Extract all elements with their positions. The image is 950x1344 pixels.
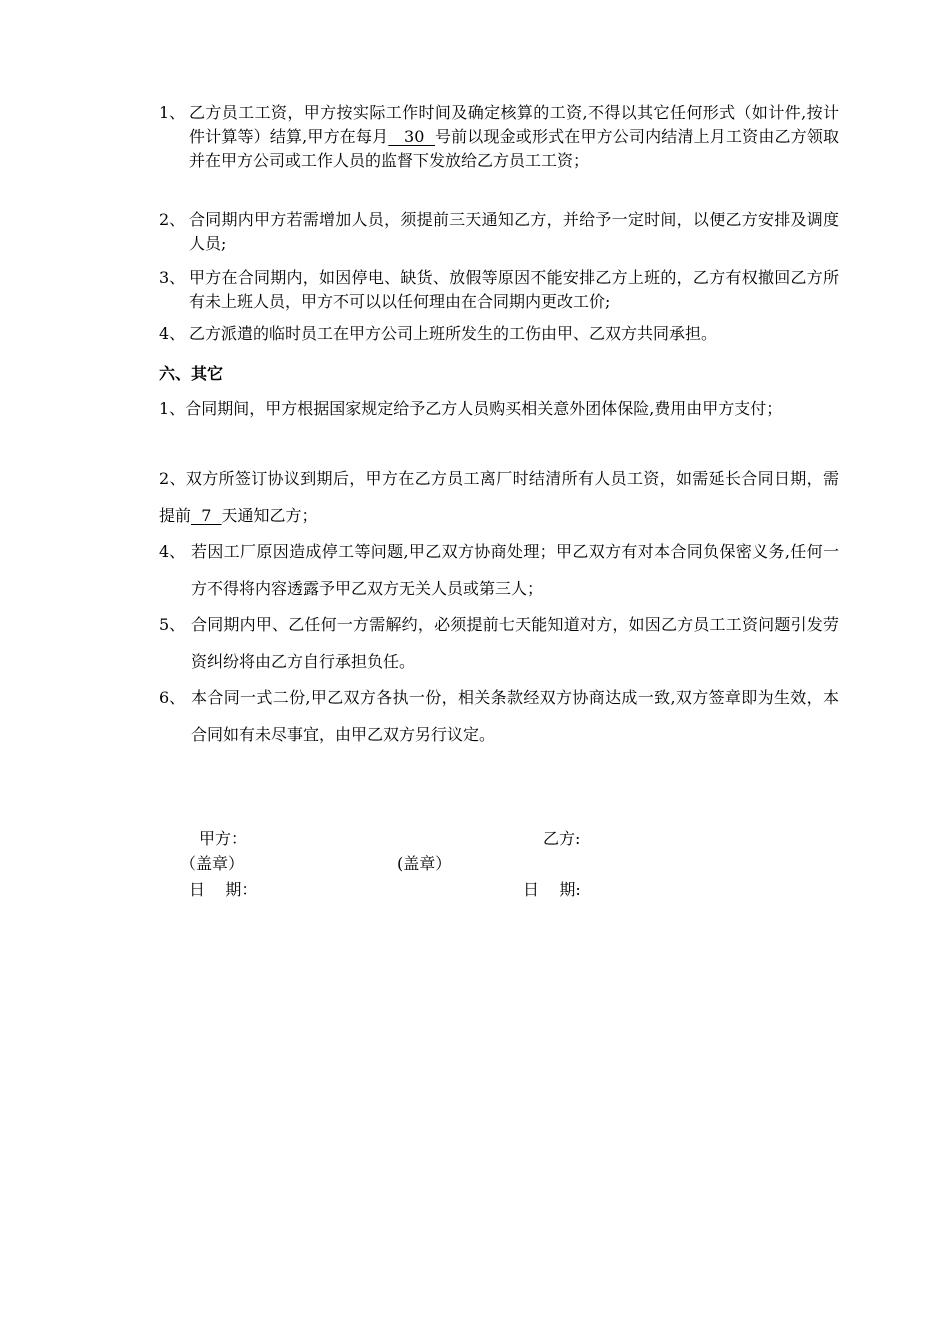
- clause-6-1: [159, 390, 839, 427]
- clause-6-2: [159, 460, 839, 534]
- clause-text: 若因工厂原因造成停工等问题,甲乙双方协商处理；甲乙双方有对本合同负保密义务,任何一方不得将内容透露予甲乙双方无关人员或第三人；: [191, 542, 839, 598]
- notice-days-blank: 7: [191, 506, 222, 525]
- clause-5-1: [159, 101, 839, 173]
- clause-number: 4、: [159, 542, 186, 561]
- clause-6-5: [159, 606, 839, 680]
- party-b-label: 乙方:: [543, 829, 581, 848]
- clause-text: 甲方在合同期内，如因停电、缺货、放假等原因不能安排乙方上班的，乙方有权撤回乙方所有未上班人员，甲方不可以以任何理由在合同期内更改工价;: [189, 268, 839, 311]
- clause-number: 2、: [159, 210, 186, 229]
- clause-6-4: [159, 533, 839, 607]
- clause-number: 4、: [159, 324, 186, 343]
- party-a-date: 日 期：: [189, 880, 258, 899]
- pay-day-blank: 30: [388, 127, 435, 146]
- clause-number: 1、: [159, 103, 186, 122]
- party-b-date: 日 期:: [523, 880, 581, 899]
- clause-5-3: [159, 266, 839, 314]
- clause-5-2: [159, 208, 839, 256]
- party-b-seal: (盖章）: [397, 854, 452, 873]
- party-a-label: 甲方：: [199, 829, 248, 848]
- clause-text: 1、合同期间，甲方根据国家规定给予乙方人员购买相关意外团体保险,费用由甲方支付；: [159, 399, 783, 418]
- party-a-seal: （盖章）: [180, 854, 245, 873]
- clause-6-6: [159, 679, 839, 753]
- clause-text: 本合同一式二份,甲乙双方各执一份，相关条款经双方协商达成一致,双方签章即为生效，本合同如有未尽事宜，由甲乙双方另行议定。: [191, 688, 839, 744]
- clause-text: 合同期内甲方若需增加人员，须提前三天通知乙方，并给予一定时间，以便乙方安排及调度人员;: [189, 210, 839, 253]
- clause-text: 2、双方所签订协议到期后，甲方在乙方员工离厂时结清所有人员工资，如需延长合同日期，需提前 7 天通知乙方；: [159, 469, 839, 525]
- clause-text: 乙方员工工资，甲方按实际工作时间及确定核算的工资,不得以其它任何形式（如计件,按计件计算等）结算,甲方在每月 30 号前以现金或形式在甲方公司内结清上月工资由乙方领取并在甲方公司或工作人员的监督下发放给乙方员工工资；: [189, 103, 839, 170]
- clause-number: 6、: [159, 688, 186, 707]
- clause-number: 3、: [159, 268, 186, 287]
- clause-text: 合同期内甲、乙任何一方需解约，必须提前七天能知道对方，如因乙方员工工资问题引发劳资纠纷将由乙方自行承担负任。: [191, 615, 839, 671]
- clause-number: 5、: [159, 615, 186, 634]
- clause-text: 乙方派遣的临时员工在甲方公司上班所发生的工伤由甲、乙双方共同承担。: [189, 324, 718, 343]
- section-title: 六、其它: [159, 364, 224, 383]
- clause-5-4: [159, 322, 839, 346]
